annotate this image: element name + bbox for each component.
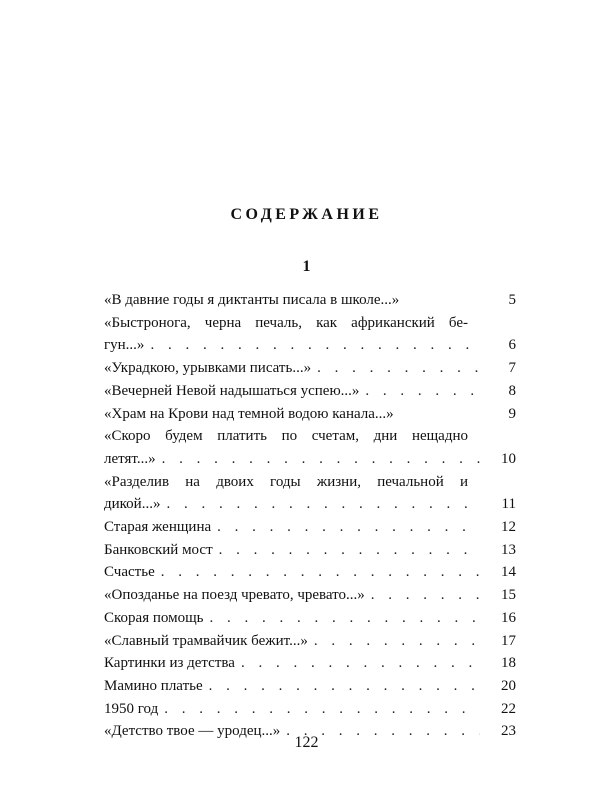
leader-dots bbox=[166, 493, 480, 516]
toc-entry bbox=[104, 403, 516, 426]
toc-entry-page: 15 bbox=[501, 587, 516, 604]
toc-entry bbox=[104, 561, 516, 584]
leader-dots bbox=[314, 630, 480, 653]
leader-dots bbox=[164, 698, 480, 721]
toc-entry bbox=[104, 698, 516, 721]
toc-entry bbox=[104, 289, 516, 312]
toc-entry-title: Банковский мост bbox=[104, 541, 213, 558]
toc-entry-title: «Храм на Крови над темной водою канала...» bbox=[104, 405, 394, 422]
page-number: 122 bbox=[294, 734, 319, 751]
toc-entry bbox=[104, 357, 516, 380]
toc-entry-page: 17 bbox=[501, 632, 516, 649]
toc-entry-title: «Быстронога, черна печаль, как африканский бе- bbox=[104, 314, 468, 331]
toc-entry-page: 20 bbox=[501, 677, 516, 694]
toc-entry-title: Картинки из детства bbox=[104, 655, 235, 672]
toc-entry bbox=[104, 425, 516, 470]
toc-entry bbox=[104, 380, 516, 403]
toc-entry-title: «В давние годы я диктанты писала в школе...» bbox=[104, 292, 400, 308]
toc-entry-page: 23 bbox=[501, 723, 516, 740]
leader-dots bbox=[209, 675, 480, 698]
toc-entry-title: Счастье bbox=[104, 564, 155, 581]
toc-entry-title: 1950 год bbox=[104, 700, 159, 717]
toc-entry-page: 11 bbox=[501, 496, 516, 513]
toc-entry-title: Старая женщина bbox=[104, 519, 212, 536]
toc-entry-title: «Вечерней Невой надышаться успею...» bbox=[104, 382, 360, 399]
leader-dots bbox=[162, 448, 480, 471]
toc-entry-title: «Опозданье на поезд чревато, чревато...» bbox=[104, 587, 365, 604]
toc-entry bbox=[104, 630, 516, 653]
leader-dots bbox=[209, 607, 480, 630]
leader-dots bbox=[150, 334, 480, 357]
toc-entry-page: 16 bbox=[501, 609, 516, 626]
toc-entry bbox=[104, 652, 516, 675]
toc-entry-page: 22 bbox=[501, 700, 516, 717]
toc-entry bbox=[104, 516, 516, 539]
toc-entry-title: летят...» bbox=[104, 450, 156, 467]
leader-dots bbox=[317, 357, 480, 380]
contents-heading: СОДЕРЖАНИЕ bbox=[230, 206, 383, 223]
toc-entry-page: 12 bbox=[501, 519, 516, 536]
toc-entry-page: 6 bbox=[508, 337, 516, 354]
leader-dots bbox=[241, 652, 480, 675]
toc-entry-title: «Детство твое — уродец...» bbox=[104, 723, 281, 740]
toc-entry-title: дикой...» bbox=[104, 496, 161, 513]
leader-dots bbox=[219, 539, 480, 562]
toc-entry bbox=[104, 584, 516, 607]
toc-entry-page: 18 bbox=[501, 655, 516, 672]
toc-entry-page: 13 bbox=[501, 541, 516, 558]
table-of-contents bbox=[104, 289, 516, 743]
toc-entry-title: «Скоро будем платить по счетам, дни нещадно bbox=[104, 428, 468, 445]
leader-dots bbox=[365, 380, 480, 403]
toc-entry bbox=[104, 312, 516, 357]
toc-entry-page: 9 bbox=[508, 405, 516, 422]
toc-entry-title: гун...» bbox=[104, 337, 145, 354]
toc-entry-page: 14 bbox=[501, 564, 516, 581]
toc-entry bbox=[104, 607, 516, 630]
leader-dots bbox=[161, 561, 480, 584]
toc-entry-page: 7 bbox=[508, 360, 516, 377]
toc-entry bbox=[104, 539, 516, 562]
toc-entry-page: 8 bbox=[508, 382, 516, 399]
toc-entry-title: Скорая помощь bbox=[104, 609, 204, 626]
toc-entry-title: «Разделив на двоих годы жизни, печальной и bbox=[104, 473, 468, 490]
toc-entry-title: Мамино платье bbox=[104, 677, 203, 694]
toc-entry-title: «Славный трамвайчик бежит...» bbox=[104, 632, 308, 649]
toc-entry-page: 5 bbox=[508, 292, 516, 308]
section-number: 1 bbox=[302, 258, 311, 275]
toc-entry-title: «Украдкою, урывками писать...» bbox=[104, 360, 312, 377]
toc-entry bbox=[104, 675, 516, 698]
leader-dots bbox=[371, 584, 480, 607]
toc-entry bbox=[104, 471, 516, 516]
leader-dots bbox=[217, 516, 480, 539]
toc-entry-page: 10 bbox=[501, 450, 516, 467]
